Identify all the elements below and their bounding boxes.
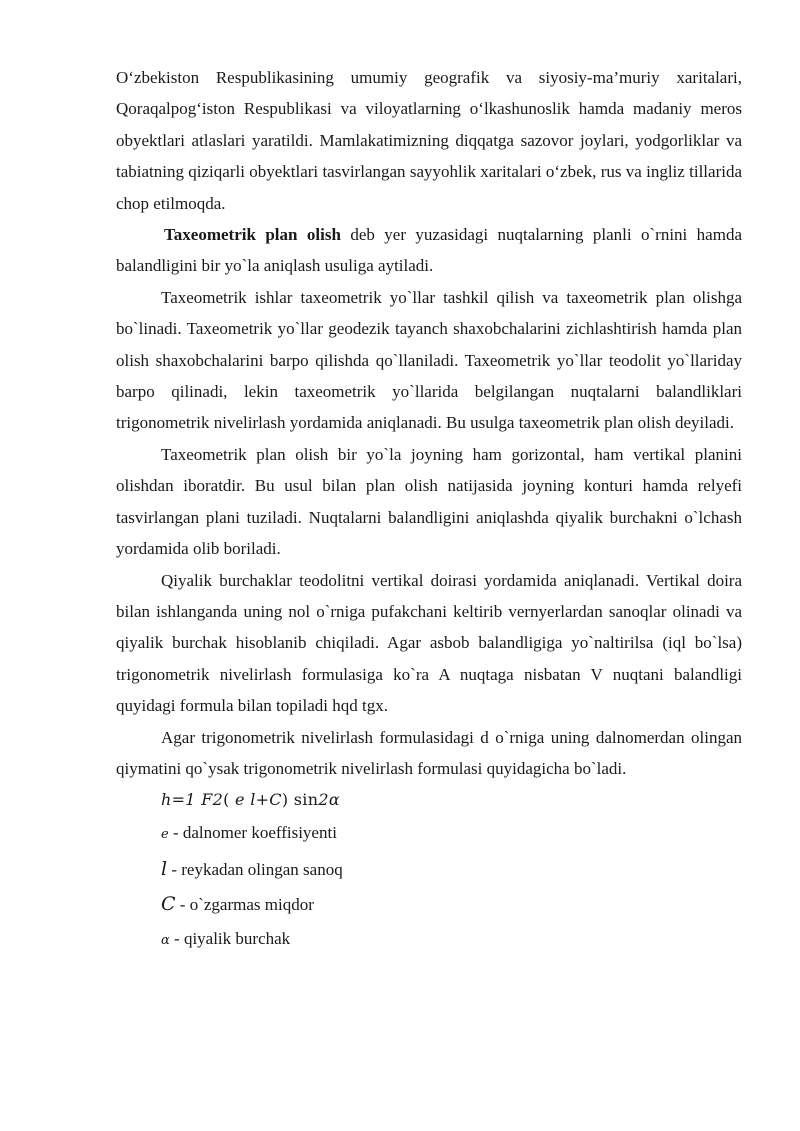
formula bbox=[116, 784, 742, 815]
term-taxeometrik-plan-olish: Taxeometrik plan olish bbox=[164, 225, 341, 245]
formula-l-plus-c: l+C bbox=[250, 790, 282, 810]
definition-alpha-text: - qiyalik burchak bbox=[174, 928, 291, 948]
definition-e-text: - dalnomer koeffisiyenti bbox=[172, 822, 337, 842]
paragraph-2 bbox=[116, 219, 742, 282]
symbol-e: e bbox=[161, 826, 169, 842]
definition-l-text: - reykadan olingan sanoq bbox=[171, 859, 343, 879]
formula-e: e bbox=[235, 790, 245, 810]
paragraph-2-text: deb yer yuzasidagi nuqtalarning planli o`rnini hamda balandligini bir yo`la aniqlash usuliga aytiladi. bbox=[116, 225, 742, 276]
paragraph-6: Agar trigonometrik nivelirlash formulasidagi d o`rniga uning dalnomerdan olingan qiymatini qo`ysak trigonometrik nivelirlash formulasi quyidagicha bo`ladi. bbox=[116, 727, 742, 778]
definition-e bbox=[116, 816, 742, 852]
paragraph-5: Qiyalik burchaklar teodolitni vertikal doirasi yordamida aniqlanadi. Vertikal doira bilan ishlanganda uning nol o`rniga pufakchani keltirib vernyerlardan sanoqlar olinadi va qiyalik burchak hisoblanib chiqiladi. Agar asbob balandligiga yo`naltirilsa (iql bo`lsa) trigonometrik nivelirlash formulasiga ko`ra A nuqtaga nisbatan V nuqtani balandligi quyidagi formula bilan topiladi hqd tgx. bbox=[116, 570, 742, 716]
definition-c bbox=[116, 887, 742, 922]
paragraph-4: Taxeometrik plan olish bir yo`la joyning ham gorizontal, ham vertikal planini olishdan iboratdir. Bu usul bilan plan olish natijasida joyning konturi hamda relyefi tasvirlangan plani tuziladi. Nuqtalarni balandligini aniqlashda qiyalik burchakni o`lchash yordamida olib boriladi. bbox=[116, 444, 742, 559]
paragraph-3: Taxeometrik ishlar taxeometrik yo`llar tashkil qilish va taxeometrik plan olishga bo`linadi. Taxeometrik yo`llar geodezik tayanch shaxobchalarini zichlashtirish hamda plan olish shaxobchalarini barpo qilishda qo`llaniladi. Taxeometrik yo`llar teodolit yo`llariday barpo qilinadi, lekin taxeometrik yo`llarida belgilangan nuqtalarni balandliklari trigonometrik nivelirlash yordamida aniqlanadi. Bu usulga taxeometrik plan olish deyiladi. bbox=[116, 287, 742, 433]
symbol-alpha: α bbox=[161, 932, 170, 948]
definition-alpha bbox=[116, 922, 742, 958]
symbol-l: l bbox=[161, 857, 168, 880]
formula-paren-close: ) bbox=[281, 790, 289, 810]
formula-sin: sin bbox=[293, 790, 319, 810]
symbol-c: C bbox=[161, 892, 176, 915]
formula-f2: F2 bbox=[201, 790, 224, 810]
formula-paren-open: ( bbox=[223, 790, 230, 810]
document-body bbox=[116, 62, 742, 958]
definition-l bbox=[116, 852, 742, 887]
definition-c-text: - o`zgarmas miqdor bbox=[179, 894, 314, 914]
formula-two-alpha: 2α bbox=[318, 790, 340, 810]
paragraph-1: O‘zbekiston Respublikasining umumiy geografik va siyosiy-ma’muriy xaritalari, Qoraqalpog‘iston Respublikasi va viloyatlarning o‘lkashunoslik hamda madaniy meros obyektlari atlaslari yaratildi. Mamlakatimizning diqqatga sazovor joylari, yodgorliklar va tabiatning qiziqarli obyektlari tasvirlangan sayyohlik xaritalari o‘zbek, rus va ingliz tillarida chop etilmoqda. bbox=[116, 68, 742, 213]
formula-lhs: h=1 bbox=[161, 790, 196, 810]
